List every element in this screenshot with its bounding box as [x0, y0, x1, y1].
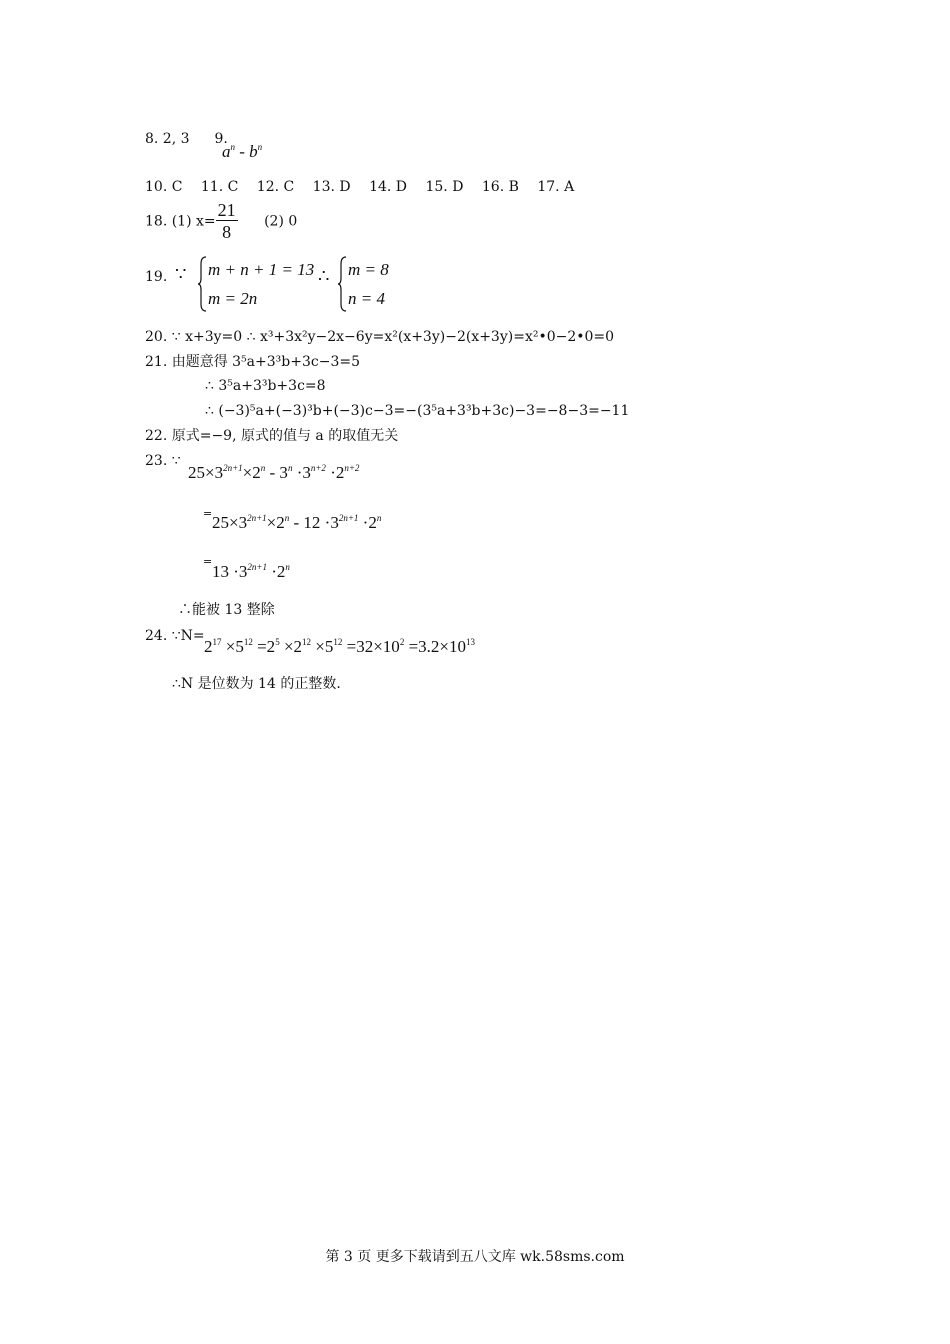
therefore-symbol: ∴: [318, 266, 330, 287]
answer-8: 8. 2, 3: [145, 131, 190, 147]
system1-line1: m + n + 1 = 13: [208, 260, 315, 279]
answer-23-expr1: $25\times 3^{2n+1}\times 2^n - 3^n \cdot 3^{n+2} \cdot 2^{n+2}$: [188, 463, 360, 482]
system1-line2: m = 2n: [208, 289, 258, 308]
page-footer: 第 3 页 更多下载请到五八文库 wk.58sms.com: [325, 1249, 625, 1265]
because-symbol: ∵: [175, 264, 187, 285]
answer-24-label: 24. ∵N=: [145, 628, 205, 644]
answer-24-conclusion: ∴N 是位数为 14 的正整数.: [172, 676, 341, 692]
answer-23-expr2: $25\times 3^{2n+1}\times 2^n - 12 \cdot 3^{2n+1} \cdot 2^n$: [212, 513, 382, 532]
answer-23-equals-2: =: [203, 555, 213, 568]
answer-16: 16. B: [481, 179, 519, 195]
answer-15: 15. D: [425, 179, 464, 195]
answer-8-9: [145, 130, 228, 148]
answer-21-line2: ∴ 3⁵a+3³b+3c=8: [205, 378, 326, 394]
answer-23-label: 23. ∵: [145, 453, 181, 469]
answer-10: 10. C: [145, 179, 183, 195]
answer-23-conclusion: ∴能被 13 整除: [178, 602, 275, 618]
answer-24-expr: $2^{17} \times 5^{12} =2^5 \times 2^{12} \times 5^{12} =32\times 10^2 =3.2\times 10^{13}$: [204, 637, 475, 656]
answer-18: 18. (1) x= $\frac{21}{8}$ (2) 0: [145, 200, 298, 242]
answer-22: 22. 原式=−9, 原式的值与 a 的取值无关: [145, 428, 399, 444]
answer-23-expr3: $13 \cdot 3^{2n+1} \cdot 2^n$: [212, 562, 290, 581]
answer-21-line1: 21. 由题意得 3⁵a+3³b+3c−3=5: [145, 354, 360, 370]
answer-17: 17. A: [537, 179, 575, 195]
left-brace-1: [198, 256, 208, 312]
answer-9-expression: $a^n - b^n$: [222, 142, 263, 161]
answer-9-label: 9.: [214, 131, 228, 147]
answers-10-17: [145, 178, 574, 196]
left-brace-2: [338, 256, 348, 312]
system2-line2: n = 4: [348, 289, 385, 308]
answer-12: 12. C: [256, 179, 295, 195]
system2-line1: m = 8: [348, 260, 389, 279]
answer-11: 11. C: [200, 179, 239, 195]
answer-14: 14. D: [369, 179, 408, 195]
answer-18-fraction: $\frac{21}{8}$: [217, 200, 236, 242]
answer-13: 13. D: [312, 179, 351, 195]
answer-23-equals-1: =: [203, 507, 213, 520]
answer-21-line3: ∴ (−3)⁵a+(−3)³b+(−3)c−3=−(3⁵a+3³b+3c)−3=−8−3=−11: [205, 403, 630, 419]
answer-20: 20. ∵ x+3y=0 ∴ x³+3x²y−2x−6y=x²(x+3y)−2(x+3y)=x²•0−2•0=0: [145, 329, 615, 345]
answer-19-label: 19.: [145, 269, 168, 285]
